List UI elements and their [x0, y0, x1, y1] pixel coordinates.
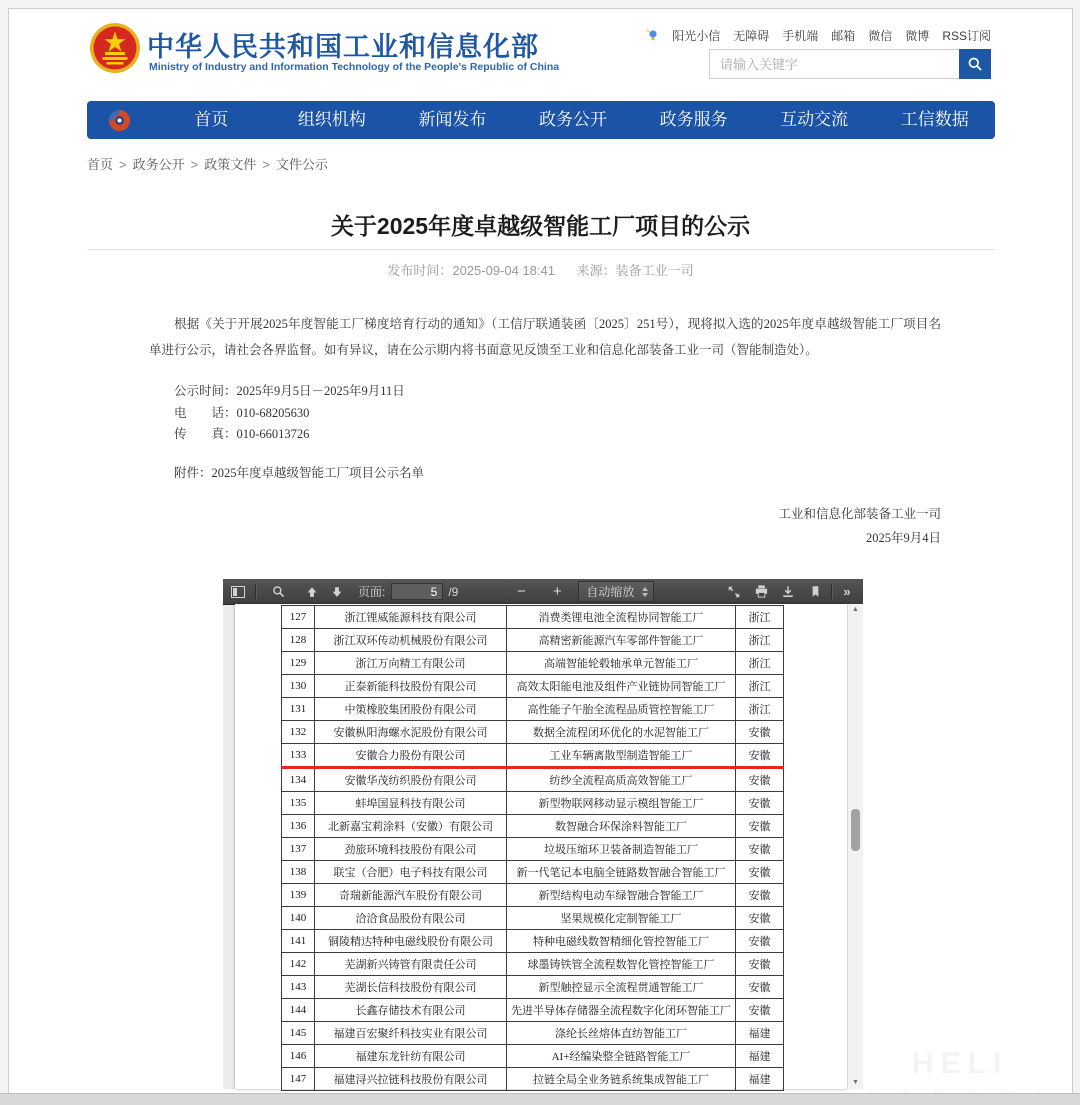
company-cell: 福建东龙针纺有限公司 [315, 1045, 507, 1068]
table-row [282, 953, 784, 976]
zoom-select[interactable] [578, 581, 654, 602]
signature-date: 2025年9月4日 [865, 530, 941, 545]
breadcrumb [87, 154, 328, 173]
project-cell: 新型物联网移动显示模组智能工厂 [507, 792, 736, 815]
nav-item-6[interactable]: 工信数据 [900, 110, 969, 129]
sidebar-toggle-icon[interactable] [227, 582, 249, 601]
nav-item-2[interactable]: 新闻发布 [418, 110, 487, 129]
article-meta [9, 260, 1072, 279]
announcement-paragraph: 根据《关于开展2025年度智能工厂梯度培育行动的通知》（工信厅联通装函〔2025〕251号），现将拟入选的2025年度卓越级智能工厂项目名单进行公示，请社会各界监督。如有异议，请在公示期内将书面意见反馈至工业和信息化部装备工业一司（智能制造处）。 [149, 317, 941, 357]
company-cell: 安徽合力股份有限公司 [315, 744, 507, 768]
row-number-cell: 141 [282, 930, 315, 953]
row-number-cell: 146 [282, 1045, 315, 1068]
company-cell: 铜陵精达特种电磁线股份有限公司 [315, 930, 507, 953]
quick-link[interactable]: RSS订阅 [942, 29, 991, 43]
pdf-page [235, 604, 847, 1089]
info-line: 电 话：010-68205630 [174, 405, 310, 420]
row-number-cell: 143 [282, 976, 315, 999]
table-row [282, 838, 784, 861]
find-icon[interactable] [267, 582, 289, 601]
scroll-up-icon[interactable]: ▲ [852, 606, 859, 613]
province-cell: 安徽 [736, 838, 784, 861]
row-number-cell: 145 [282, 1022, 315, 1045]
province-cell: 安徽 [736, 721, 784, 744]
project-cell: 新型触控显示全流程贯通智能工厂 [507, 976, 736, 999]
quick-link[interactable]: 微博 [905, 29, 930, 43]
table-row [282, 815, 784, 838]
table-row [282, 976, 784, 999]
breadcrumb-separator: > [119, 157, 127, 172]
print-icon[interactable] [750, 582, 772, 601]
nav-item-3[interactable]: 政务公开 [539, 110, 608, 129]
breadcrumb-link[interactable]: 文件公示 [275, 157, 328, 172]
search-button[interactable] [959, 49, 991, 79]
page-down-icon[interactable] [326, 582, 348, 601]
toolbar-separator [831, 584, 833, 599]
quick-links-bar [646, 27, 991, 44]
table-row [282, 930, 784, 953]
project-cell: 数智融合环保涂料智能工厂 [507, 815, 736, 838]
title-divider [87, 249, 995, 250]
publish-time: 发布时间：2025-09-04 18:41 [387, 263, 555, 278]
province-cell: 安徽 [736, 744, 784, 768]
breadcrumb-separator: > [262, 157, 270, 172]
pdf-viewer [223, 579, 863, 1089]
row-number-cell: 139 [282, 884, 315, 907]
attachment-line[interactable]: 附件：2025年度卓越级智能工厂项目公示名单 [174, 465, 425, 480]
project-cell: 拉链全局全业务链系统集成智能工厂 [507, 1068, 736, 1091]
content-card [8, 8, 1073, 1094]
nav-item-4[interactable]: 政务服务 [659, 110, 728, 129]
page-up-icon[interactable] [301, 582, 323, 601]
company-cell: 芜湖长信科技股份有限公司 [315, 976, 507, 999]
project-cell: 特种电磁线数智精细化管控智能工厂 [507, 930, 736, 953]
zoom-select-value: 自动缩放 [586, 585, 635, 599]
province-cell: 安徽 [736, 953, 784, 976]
project-cell: 涤纶长丝熔体直纺智能工厂 [507, 1022, 736, 1045]
row-number-cell: 135 [282, 792, 315, 815]
row-number-cell: 138 [282, 861, 315, 884]
zoom-in-icon[interactable]: + [552, 583, 562, 600]
bookmark-icon[interactable] [804, 582, 826, 601]
zoom-out-icon[interactable]: − [516, 583, 526, 600]
province-cell: 浙江 [736, 629, 784, 652]
project-cell: 纺纱全流程高质高效智能工厂 [507, 768, 736, 792]
company-cell: 北新嘉宝莉涂料（安徽）有限公司 [315, 815, 507, 838]
company-cell: 福建百宏聚纤科技实业有限公司 [315, 1022, 507, 1045]
company-cell: 劲旅环境科技股份有限公司 [315, 838, 507, 861]
row-number-cell: 132 [282, 721, 315, 744]
table-row [282, 884, 784, 907]
province-cell: 安徽 [736, 930, 784, 953]
company-cell: 长鑫存储技术有限公司 [315, 999, 507, 1022]
national-emblem-icon [89, 22, 141, 74]
project-cell: 高性能子午胎全流程品质管控智能工厂 [507, 698, 736, 721]
project-cell: 垃圾压缩环卫装备制造智能工厂 [507, 838, 736, 861]
table-row [282, 1068, 784, 1091]
main-nav [87, 101, 995, 139]
scroll-down-icon[interactable]: ▼ [852, 1079, 859, 1086]
row-number-cell: 127 [282, 606, 315, 629]
presentation-mode-icon[interactable] [723, 582, 745, 601]
table-row [282, 792, 784, 815]
province-cell: 安徽 [736, 768, 784, 792]
project-cell: 球墨铸铁管全流程数智化管控智能工厂 [507, 953, 736, 976]
project-cell: 新型结构电动车绿智融合智能工厂 [507, 884, 736, 907]
company-cell: 洽洽食品股份有限公司 [315, 907, 507, 930]
breadcrumb-link[interactable]: 政务公开 [132, 157, 185, 172]
row-number-cell: 130 [282, 675, 315, 698]
nav-item-0[interactable]: 首页 [194, 110, 229, 129]
signature-department: 工业和信息化部装备工业一司 [778, 506, 941, 521]
project-cell: 高端智能轮毂轴承单元智能工厂 [507, 652, 736, 675]
nav-item-5[interactable]: 互动交流 [780, 110, 849, 129]
province-cell: 安徽 [736, 999, 784, 1022]
table-row [282, 1022, 784, 1045]
project-cell: 高效太阳能电池及组件产业链协同智能工厂 [507, 675, 736, 698]
select-spinner-icon [642, 587, 648, 597]
company-cell: 正泰新能科技股份有限公司 [315, 675, 507, 698]
table-row [282, 698, 784, 721]
project-cell: 消费类锂电池全流程协同智能工厂 [507, 606, 736, 629]
province-cell: 安徽 [736, 976, 784, 999]
search-input[interactable] [709, 49, 959, 79]
row-number-cell: 140 [282, 907, 315, 930]
project-cell: AI+经编染整全链路智能工厂 [507, 1045, 736, 1068]
company-cell: 芜湖新兴铸管有限责任公司 [315, 953, 507, 976]
province-cell: 安徽 [736, 861, 784, 884]
table-row [282, 907, 784, 930]
row-number-cell: 137 [282, 838, 315, 861]
project-cell: 新一代笔记本电脑全链路数智融合智能工厂 [507, 861, 736, 884]
company-cell: 安徽枞阳海螺水泥股份有限公司 [315, 721, 507, 744]
table-row [282, 721, 784, 744]
more-tools-icon[interactable]: » [843, 584, 851, 599]
row-number-cell: 128 [282, 629, 315, 652]
quick-link[interactable]: 阳光小信 [672, 29, 721, 43]
company-cell: 蚌埠国显科技有限公司 [315, 792, 507, 815]
project-cell: 先进半导体存储器全流程数字化闭环智能工厂 [507, 999, 736, 1022]
company-cell: 安徽华茂纺织股份有限公司 [315, 768, 507, 792]
search-icon [967, 56, 983, 72]
quick-link[interactable]: 微信 [868, 29, 893, 43]
breadcrumb-link[interactable]: 首页 [87, 157, 114, 172]
scrollbar-thumb[interactable] [851, 809, 860, 851]
breadcrumb-link[interactable]: 政策文件 [204, 157, 257, 172]
company-cell: 奇瑞新能源汽车股份有限公司 [315, 884, 507, 907]
project-cell: 坚果规模化定制智能工厂 [507, 907, 736, 930]
signature-block [149, 502, 941, 550]
site-title: 中华人民共和国工业和信息化部 [147, 32, 539, 62]
company-cell: 中策橡胶集团股份有限公司 [315, 698, 507, 721]
row-number-cell: 129 [282, 652, 315, 675]
project-cell: 高精密新能源汽车零部件智能工厂 [507, 629, 736, 652]
province-cell: 福建 [736, 1068, 784, 1091]
pdf-scrollbar[interactable] [847, 604, 863, 1089]
page-count: /9 [448, 584, 459, 599]
company-cell: 浙江锂威能源科技有限公司 [315, 606, 507, 629]
province-cell: 福建 [736, 1045, 784, 1068]
row-number-cell: 131 [282, 698, 315, 721]
table-row [282, 861, 784, 884]
info-line: 公示时间：2025年9月5日－2025年9月11日 [174, 384, 405, 398]
article-body [149, 311, 941, 550]
page-number-input[interactable] [391, 583, 443, 600]
project-cell: 工业车辆离散型制造智能工厂 [507, 744, 736, 768]
quick-link[interactable]: 无障碍 [733, 29, 770, 43]
province-cell: 浙江 [736, 698, 784, 721]
miit-swirl-logo-icon [87, 108, 151, 133]
table-row [282, 1045, 784, 1068]
table-row [282, 744, 784, 768]
info-line: 传 真：010-66013726 [174, 427, 310, 441]
toolbar-separator [255, 584, 257, 599]
province-cell: 安徽 [736, 815, 784, 838]
table-row [282, 606, 784, 629]
province-cell: 福建 [736, 1022, 784, 1045]
table-row [282, 768, 784, 792]
article-source: 来源：装备工业一司 [576, 263, 694, 278]
row-number-cell: 133 [282, 744, 315, 768]
province-cell: 浙江 [736, 652, 784, 675]
site-search [709, 49, 991, 79]
sunshine-mascot-icon [646, 29, 659, 42]
row-number-cell: 136 [282, 815, 315, 838]
quick-link[interactable]: 手机端 [782, 29, 819, 43]
page-title: 关于2025年度卓越级智能工厂项目的公示 [330, 213, 751, 239]
heli-watermark: HELI [911, 1047, 1009, 1080]
table-row [282, 675, 784, 698]
page-number-label: 页面: [358, 585, 386, 599]
site-subtitle: Ministry of Industry and Information Technology of the People's Republic of China [149, 61, 560, 73]
province-cell: 浙江 [736, 606, 784, 629]
row-number-cell: 144 [282, 999, 315, 1022]
breadcrumb-separator: > [190, 157, 199, 172]
province-cell: 安徽 [736, 907, 784, 930]
nav-item-1[interactable]: 组织机构 [297, 110, 366, 129]
project-cell: 数据全流程闭环优化的水泥智能工厂 [507, 721, 736, 744]
download-icon[interactable] [777, 582, 799, 601]
province-cell: 安徽 [736, 792, 784, 815]
province-cell: 浙江 [736, 675, 784, 698]
quick-link[interactable]: 邮箱 [831, 29, 856, 43]
company-cell: 浙江万向精工有限公司 [315, 652, 507, 675]
page-bottom-band [0, 1093, 1080, 1105]
company-cell: 福建浔兴拉链科技股份有限公司 [315, 1068, 507, 1091]
table-row [282, 999, 784, 1022]
table-row [282, 629, 784, 652]
province-cell: 安徽 [736, 884, 784, 907]
project-table [281, 605, 784, 1091]
row-number-cell: 142 [282, 953, 315, 976]
row-number-cell: 147 [282, 1068, 315, 1091]
company-cell: 联宝（合肥）电子科技有限公司 [315, 861, 507, 884]
table-row [282, 652, 784, 675]
pdf-toolbar [223, 579, 863, 605]
company-cell: 浙江双环传动机械股份有限公司 [315, 629, 507, 652]
row-number-cell: 134 [282, 768, 315, 792]
